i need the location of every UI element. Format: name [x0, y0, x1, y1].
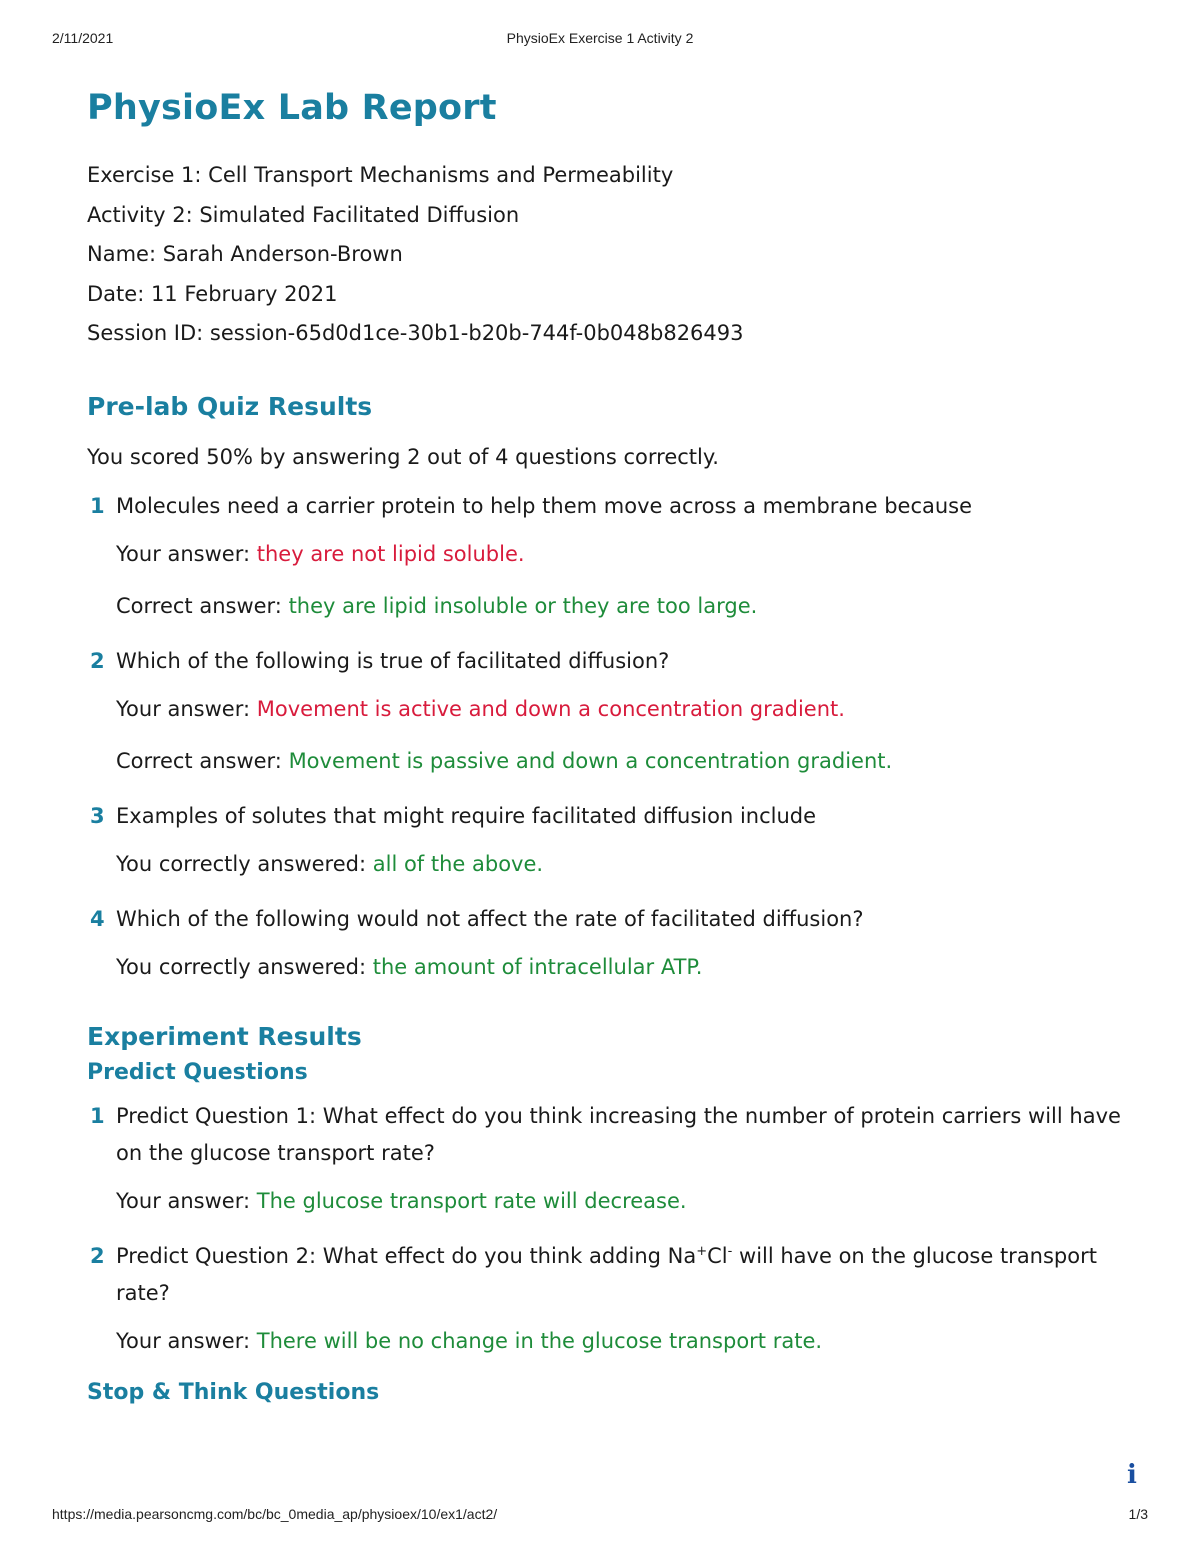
correct-answer-row [87, 952, 1147, 982]
meta-activity: Activity 2: Simulated Facilitated Diffusion [87, 202, 520, 227]
your-answer-label: Your answer: [116, 1188, 257, 1213]
question-text-part: will have on the glucose transport rate? [116, 1243, 1097, 1305]
your-answer-row [87, 694, 1147, 724]
your-answer-value: There will be no change in the glucose transport rate. [256, 1328, 823, 1353]
question-number: 4 [90, 906, 105, 931]
correct-answer-label: You correctly answered: [116, 851, 373, 876]
print-url: https://media.pearsoncmg.com/bc/bc_0media_ap/physioex/10/ex1/act2/ [52, 1506, 498, 1522]
your-answer-row [87, 1326, 1147, 1356]
correct-answer-label: You correctly answered: [116, 954, 373, 979]
question-text-part: Cl [707, 1243, 728, 1268]
question-text: Which of the following is true of facilitated diffusion? [116, 648, 670, 673]
quiz-question [87, 901, 1147, 938]
report-content [87, 84, 1147, 1408]
page-title: PhysioEx Lab Report [87, 88, 497, 128]
correct-answer-label: Correct answer: [116, 748, 289, 773]
correct-answer-value: they are lipid insoluble or they are too large. [288, 593, 758, 618]
question-number: 3 [90, 803, 105, 828]
question-text-part: Predict Question 2: What effect do you think adding Na [116, 1243, 697, 1268]
question-text: Which of the following would not affect the rate of facilitated diffusion? [116, 906, 864, 931]
quiz-question [87, 488, 1147, 525]
print-header [0, 30, 1200, 50]
correct-answer-label: Correct answer: [116, 593, 289, 618]
stop-think-heading: Stop & Think Questions [87, 1379, 380, 1405]
question-text [116, 1244, 1097, 1305]
experiment-heading: Experiment Results [87, 1021, 362, 1051]
question-text: Predict Question 1: What effect do you think increasing the number of protein carriers will have on the glucose transport rate? [116, 1103, 1121, 1165]
meta-date: Date: 11 February 2021 [87, 281, 338, 306]
your-answer-value: Movement is active and down a concentration gradient. [256, 696, 845, 721]
correct-answer-value: all of the above. [372, 851, 544, 876]
your-answer-row [87, 1186, 1147, 1216]
correct-answer-row [87, 591, 1147, 621]
prelab-summary: You scored 50% by answering 2 out of 4 questions correctly. [87, 444, 719, 469]
correct-answer-row [87, 849, 1147, 879]
predict-heading: Predict Questions [87, 1059, 308, 1085]
meta-session-id: Session ID: session-65d0d1ce-30b1-b20b-744f-0b048b826493 [87, 321, 744, 345]
correct-answer-value: Movement is passive and down a concentration gradient. [288, 748, 893, 773]
print-page-number: 1/3 [1128, 1506, 1148, 1522]
meta-exercise: Exercise 1: Cell Transport Mechanisms and Permeability [87, 163, 674, 187]
your-answer-value: The glucose transport rate will decrease. [256, 1188, 687, 1213]
prelab-heading: Pre-lab Quiz Results [87, 391, 373, 421]
question-number: 2 [90, 648, 105, 673]
meta-name: Name: Sarah Anderson-Brown [87, 242, 403, 266]
predict-question [87, 1098, 1147, 1172]
question-number: 1 [90, 493, 105, 518]
question-text: Examples of solutes that might require facilitated diffusion include [116, 803, 817, 828]
superscript-plus: + [696, 1243, 708, 1259]
your-answer-value: they are not lipid soluble. [256, 541, 525, 566]
superscript-minus: - [727, 1243, 733, 1259]
question-number: 1 [90, 1103, 105, 1128]
your-answer-label: Your answer: [116, 541, 257, 566]
predict-question [87, 1238, 1147, 1312]
report-meta [87, 156, 1147, 354]
print-footer [0, 1506, 1200, 1526]
your-answer-label: Your answer: [116, 696, 257, 721]
correct-answer-value: the amount of intracellular ATP. [372, 954, 703, 979]
quiz-question [87, 643, 1147, 680]
info-icon[interactable]: i [1127, 1460, 1137, 1490]
print-date: 2/11/2021 [52, 30, 114, 46]
your-answer-row [87, 539, 1147, 569]
quiz-question [87, 798, 1147, 835]
question-text: Molecules need a carrier protein to help them move across a membrane because [116, 493, 973, 518]
your-answer-label: Your answer: [116, 1328, 257, 1353]
correct-answer-row [87, 746, 1147, 776]
question-number: 2 [90, 1243, 105, 1268]
print-title: PhysioEx Exercise 1 Activity 2 [506, 30, 694, 46]
